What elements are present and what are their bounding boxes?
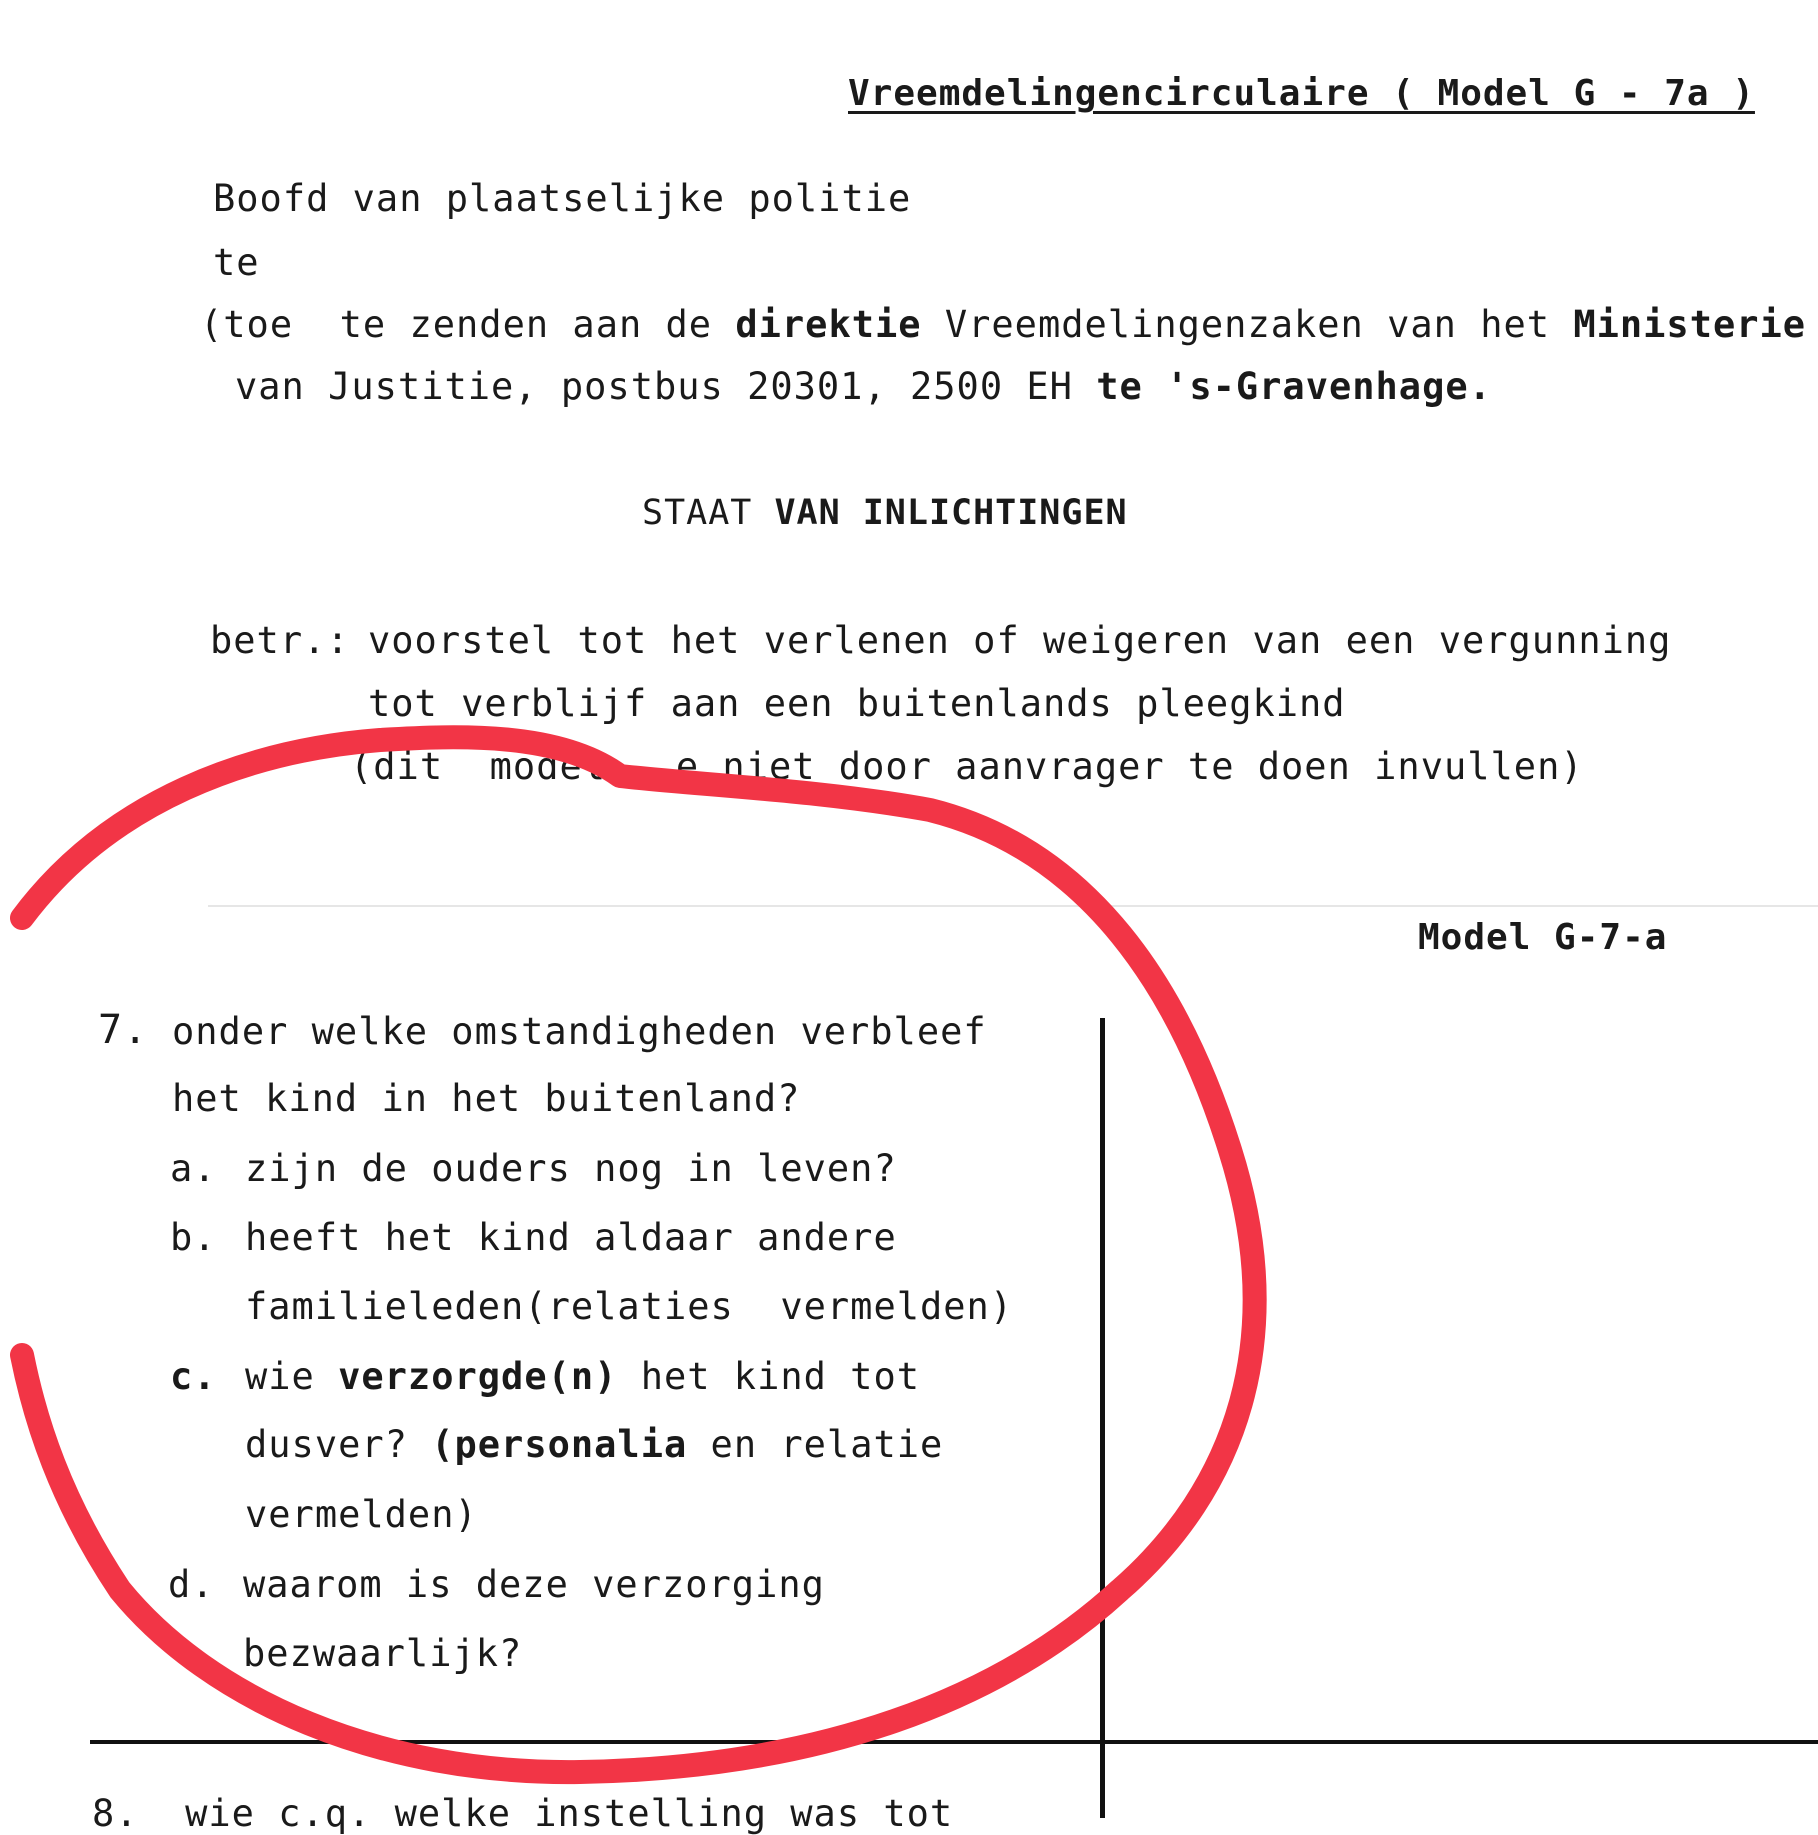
subject-line-2: tot verblijf aan een buitenlands pleegkind xyxy=(368,682,1346,725)
faint-separator xyxy=(208,905,1818,907)
question-7c-line-2-pre: dusver? xyxy=(245,1423,432,1466)
address-line-3-bold-direktie: direktie xyxy=(735,303,922,346)
question-7c-marker: c. xyxy=(170,1355,217,1398)
document-title-bold: VAN INLICHTINGEN xyxy=(774,493,1128,533)
question-7b-line-2: familieleden(relaties vermelden) xyxy=(245,1285,1014,1328)
question-7c-line-2 xyxy=(245,1423,944,1466)
model-reference-header: Vreemdelingencirculaire ( Model G - 7a ) xyxy=(848,73,1755,114)
document-title xyxy=(642,493,1128,533)
answer-column-divider xyxy=(1100,1018,1105,1818)
subject-label: betr.: xyxy=(210,619,350,662)
question-7c-line-1-bold: verzorgde(n) xyxy=(338,1355,618,1398)
form-model-label: Model G-7-a xyxy=(1418,917,1668,958)
question-row-separator xyxy=(90,1740,1818,1744)
question-7c-line-2-post: en relatie xyxy=(687,1423,944,1466)
question-7b-line-1: heeft het kind aldaar andere xyxy=(245,1216,897,1259)
address-line-4 xyxy=(235,365,1492,408)
address-line-3-bold-ministerie: Ministerie xyxy=(1573,303,1807,346)
question-7c-line-1-post: het kind tot xyxy=(617,1355,921,1398)
question-7c-line-1-pre: wie xyxy=(245,1355,339,1398)
document-title-normal: STAAT xyxy=(642,493,775,533)
question-7-line-2: het kind in het buitenland? xyxy=(172,1077,801,1120)
address-line-1: Boofd van plaatselijke politie xyxy=(213,177,912,220)
question-7c-line-3: vermelden) xyxy=(245,1493,478,1536)
subject-line-3: (dit model e niet door aanvrager te doen invullen) xyxy=(350,745,1584,788)
question-7d-marker: d. xyxy=(168,1563,215,1606)
question-7d-line-1: waarom is deze verzorging xyxy=(243,1563,825,1606)
question-7b-marker: b. xyxy=(170,1216,217,1259)
question-8-partial: 8. wie c.q. welke instelling was tot xyxy=(92,1792,954,1835)
question-7-number: 7. xyxy=(98,1007,149,1053)
address-line-2: te xyxy=(213,241,260,284)
address-line-3 xyxy=(200,303,1807,346)
address-line-3-middle: Vreemdelingenzaken van het xyxy=(921,303,1574,346)
question-7a-marker: a. xyxy=(170,1147,217,1190)
question-7-line-1: onder welke omstandigheden verbleef xyxy=(172,1010,987,1053)
question-7c-line-1 xyxy=(245,1355,921,1398)
address-line-3-prefix: (toe te zenden aan de xyxy=(200,303,736,346)
question-7c-line-2-bold: (personalia xyxy=(431,1423,688,1466)
address-line-4-bold-city: te 's-Gravenhage. xyxy=(1096,365,1492,408)
question-7a-text: zijn de ouders nog in leven? xyxy=(245,1147,897,1190)
subject-line-1: voorstel tot het verlenen of weigeren van een vergunning xyxy=(368,619,1672,662)
question-7d-line-2: bezwaarlijk? xyxy=(243,1632,523,1675)
address-line-4-prefix: van Justitie, postbus 20301, 2500 EH xyxy=(235,365,1097,408)
